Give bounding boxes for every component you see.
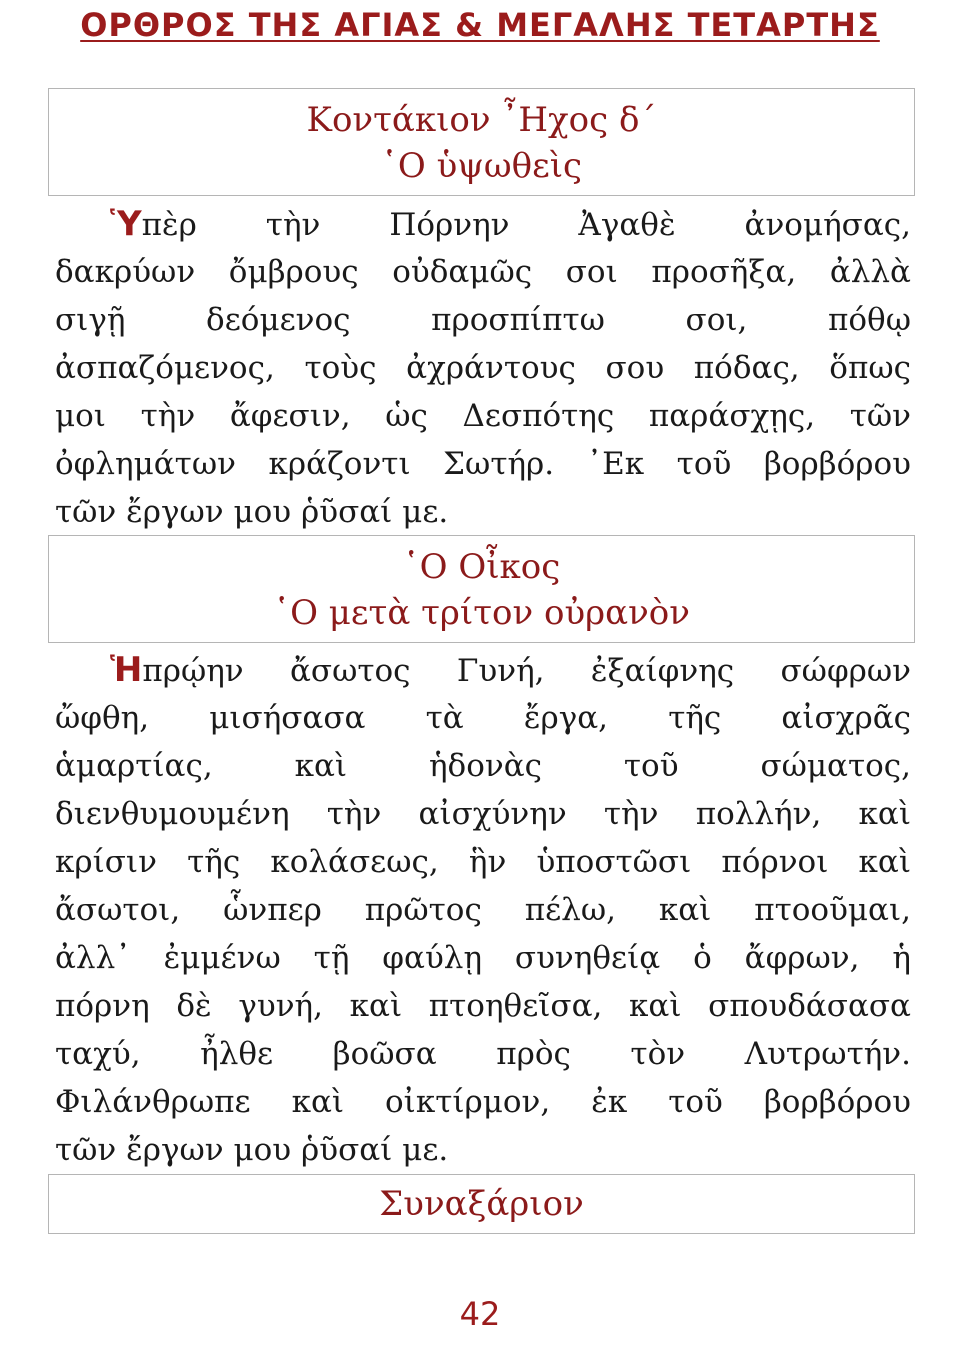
text-line: ἁμαρτίας, καὶ ἡδονὰς τοῦ σώματος, bbox=[55, 748, 911, 784]
text-line: Ἡπρῴην ἄσωτος Γυνή, ἐξαίφνης σώφρων bbox=[110, 650, 911, 690]
kontakion-heading: Κοντάκιον ῏Ηχος δ΄ bbox=[306, 100, 657, 140]
drop-initial: Ἡ bbox=[110, 650, 143, 690]
oikos-heading: ῾Ο Οἶκος bbox=[402, 547, 561, 587]
text-line: ἄσωτοι, ὧνπερ πρῶτος πέλω, καὶ πτοοῦμαι, bbox=[55, 892, 911, 928]
synaxarion-heading: Συναξάριον bbox=[379, 1184, 584, 1224]
text-line: ὤφθη, μισήσασα τὰ ἔργα, τῆς αἰσχρᾶς bbox=[55, 700, 911, 736]
page-header bbox=[0, 6, 960, 44]
text-line: δακρύων ὄμβρους οὐδαμῶς σοι προσῆξα, ἀλλὰ bbox=[55, 254, 911, 290]
oikos-melody: ῾Ο μετὰ τρίτον οὐρανὸν bbox=[273, 593, 690, 633]
oikos-text bbox=[55, 646, 911, 1174]
text-line: ὀφλημάτων κράζοντι Σωτήρ. ᾿Εκ τοῦ βορβόρου bbox=[55, 446, 911, 482]
text-line: μοι τὴν ἄφεσιν, ὡς Δεσπότης παράσχῃς, τῶν bbox=[55, 398, 911, 434]
kontakion-text bbox=[55, 200, 911, 536]
oikos-heading-box bbox=[48, 535, 915, 643]
synaxarion-heading-box bbox=[48, 1174, 915, 1234]
text-line: τῶν ἔργων μου ῥῦσαί με. bbox=[55, 1132, 449, 1168]
kontakion-heading-box bbox=[48, 88, 915, 196]
text-line: Ὑπὲρ τὴν Πόρνην Ἀγαθὲ ἀνομήσας, bbox=[110, 204, 911, 244]
header-title: ΟΡΘΡΟΣ ΤΗΣ ΑΓΙΑΣ & ΜΕΓΑΛΗΣ ΤΕΤΑΡΤΗΣ bbox=[80, 6, 880, 44]
kontakion-melody: ῾Ο ὑψωθεὶς bbox=[380, 146, 583, 186]
text-line: πόρνη δὲ γυνή, καὶ πτοηθεῖσα, καὶ σπουδάσασα bbox=[55, 988, 911, 1024]
text-line: Φιλάνθρωπε καὶ οἰκτίρμον, ἐκ τοῦ βορβόρου bbox=[55, 1084, 911, 1120]
text-line: κρίσιν τῆς κολάσεως, ἣν ὑποστῶσι πόρνοι καὶ bbox=[55, 844, 911, 880]
text-line: ἀλλ᾿ ἐμμένω τῇ φαύλῃ συνηθείᾳ ὁ ἄφρων, ἡ bbox=[55, 940, 911, 976]
text-line: σιγῇ δεόμενος προσπίπτω σοι, πόθῳ bbox=[55, 302, 911, 338]
text-line: ἀσπαζόμενος, τοὺς ἀχράντους σου πόδας, ὅπως bbox=[55, 350, 911, 386]
drop-initial: Ὑ bbox=[110, 204, 142, 244]
text-line: τῶν ἔργων μου ῥῦσαί με. bbox=[55, 494, 449, 530]
text-line: ταχύ, ἦλθε βοῶσα πρὸς τὸν Λυτρωτήν. bbox=[55, 1036, 911, 1072]
page-number: 42 bbox=[459, 1295, 501, 1333]
text-line: διενθυμουμένη τὴν αἰσχύνην τὴν πολλήν, καὶ bbox=[55, 796, 911, 832]
